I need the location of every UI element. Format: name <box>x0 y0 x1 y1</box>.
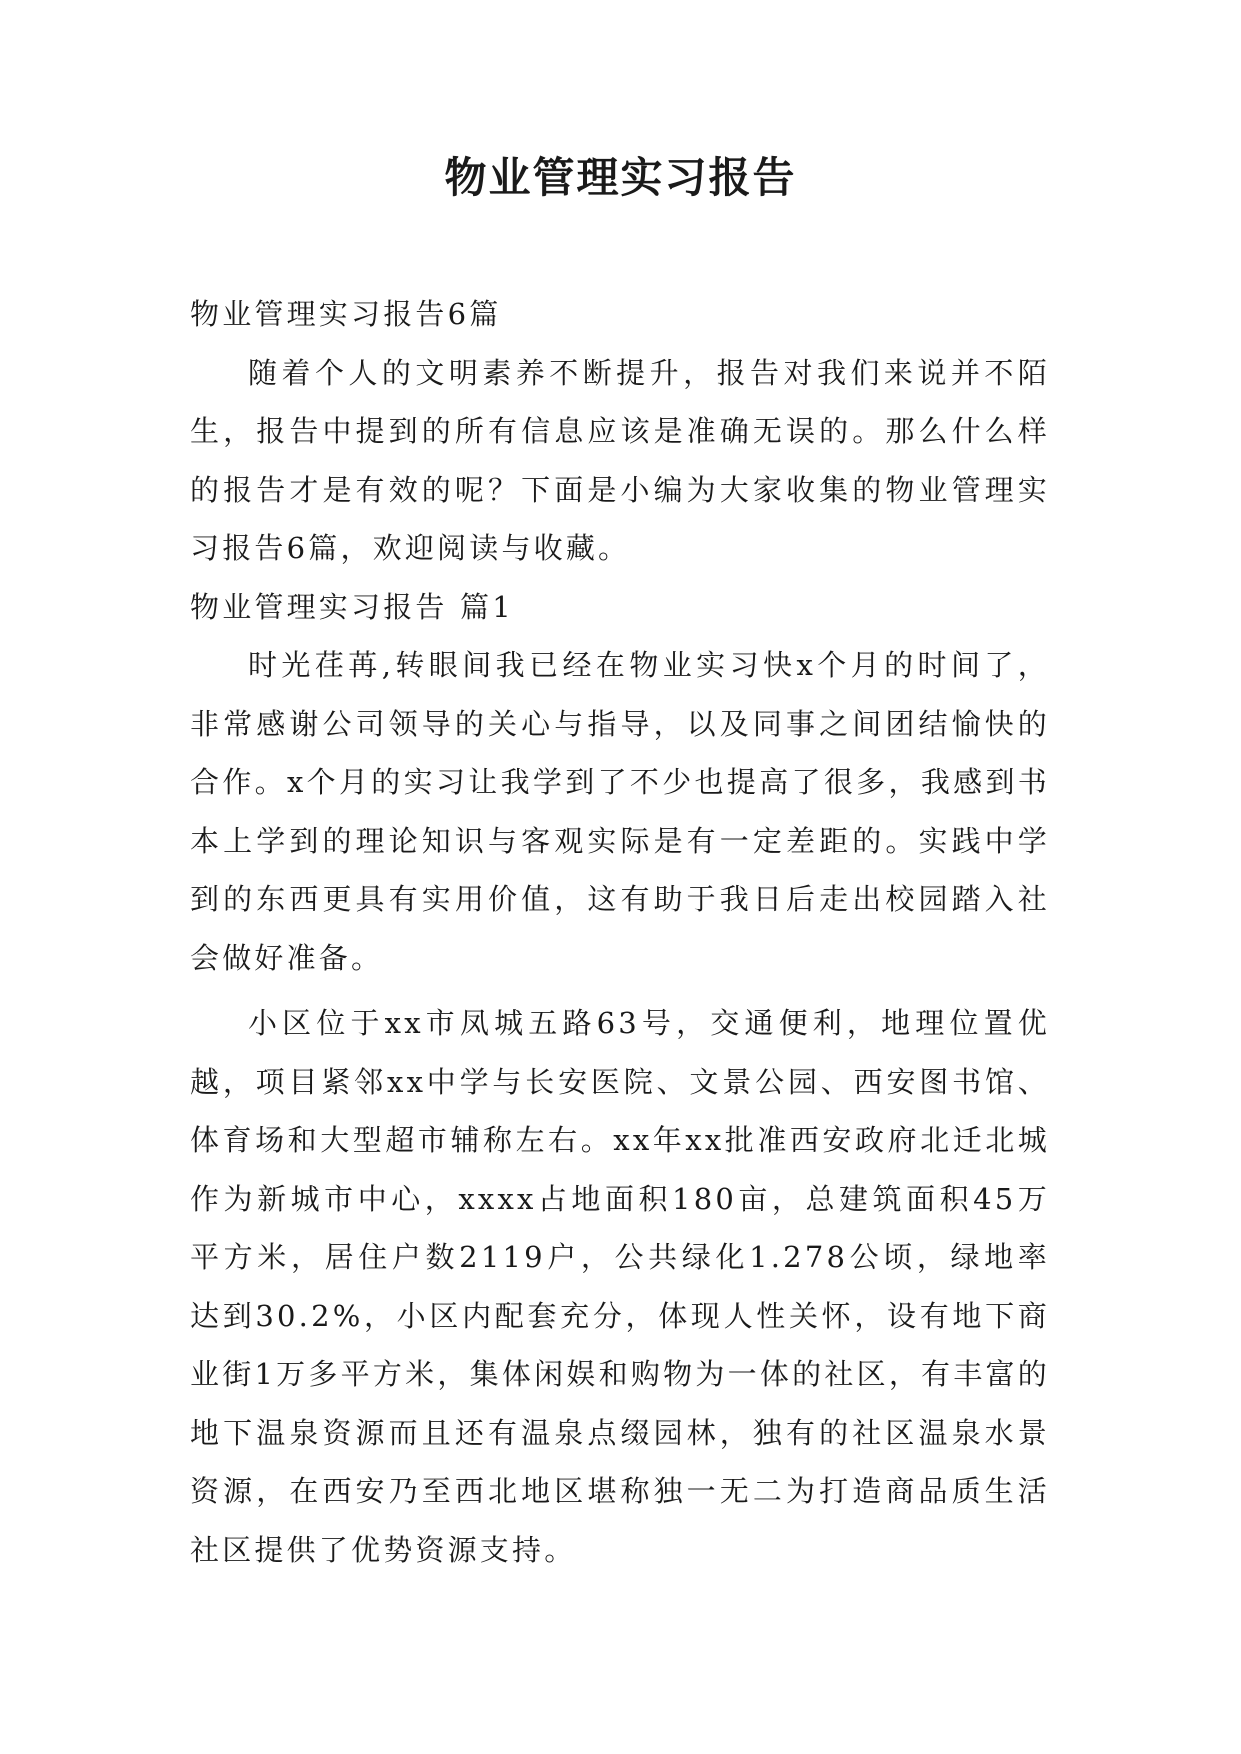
document-subtitle: 物业管理实习报告6篇 <box>190 297 502 331</box>
document-title: 物业管理实习报告 <box>444 153 797 202</box>
body-paragraph: 时光荏苒,转眼间我已经在物业实习快x个月的时间了，非常感谢公司领导的关心与指导，以及同事之间团结愉快的合作。x个月的实习让我学到了不少也提高了很多，我感到书本上学到的理论知识与客观实际是有一定差距的。实践中学到的东西更具有实用价值，这有助于我日后走出校园踏入社会做好准备。 <box>190 648 1050 975</box>
document-body <box>190 285 1050 1579</box>
body-paragraph: 小区位于xx市凤城五路63号，交通便利，地理位置优越，项目紧邻xx中学与长安医院、文景公园、西安图书馆、体育场和大型超市辅称左右。xx年xx批准西安政府北迁北城作为新城市中心，xxxx占地面积180亩，总建筑面积45万平方米，居住户数2119户，公共绿化1.278公顷，绿地率达到30.2%，小区内配套充分，体现人性关怀，设有地下商业街1万多平方米，集体闲娱和购物为一体的社区，有丰富的地下温泉资源而且还有温泉点缀园林，独有的社区温泉水景资源，在西安乃至西北地区堪称独一无二为打造商品质生活社区提供了优势资源支持。 <box>190 1006 1050 1567</box>
section-heading: 物业管理实习报告 篇1 <box>190 589 514 624</box>
intro-paragraph: 随着个人的文明素养不断提升，报告对我们来说并不陌生，报告中提到的所有信息应该是准确无误的。那么什么样的报告才是有效的呢？下面是小编为大家收集的物业管理实习报告6篇，欢迎阅读与收藏。 <box>190 355 1050 565</box>
